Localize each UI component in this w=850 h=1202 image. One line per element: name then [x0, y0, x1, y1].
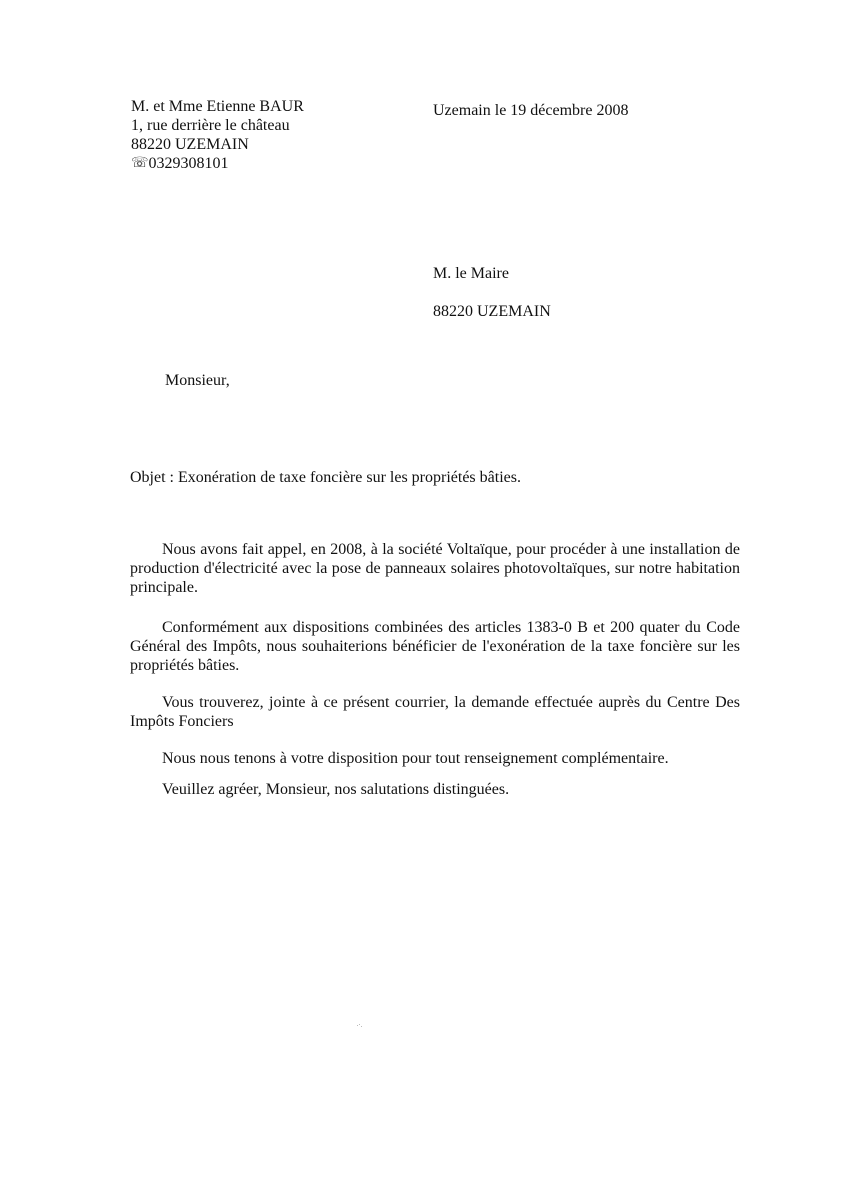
body-paragraph-4 — [130, 749, 740, 768]
sender-street: 1, rue derrière le château — [131, 117, 290, 134]
body-paragraph-1-text: Nous avons fait appel, en 2008, à la société Voltaïque, pour procéder à une installation de production d'électricité avec la pose de panneaux solaires photovoltaïques, sur notre habitation principale. — [130, 541, 740, 596]
sender-phone-line — [131, 154, 304, 173]
recipient-city: 88220 UZEMAIN — [433, 303, 551, 320]
sender-city: 88220 UZEMAIN — [131, 136, 249, 153]
sender-address — [131, 97, 304, 173]
salutation: Monsieur, — [165, 372, 230, 389]
closing-formula-text: Veuillez agréer, Monsieur, nos salutations distinguées. — [162, 781, 510, 798]
body-paragraph-1 — [130, 540, 740, 597]
recipient-name: M. le Maire — [433, 265, 509, 282]
sender-name: M. et Mme Etienne BAUR — [131, 98, 304, 115]
telephone-icon: ☏ — [131, 156, 149, 171]
body-paragraph-3-text: Vous trouverez, jointe à ce présent courrier, la demande effectuée auprès du Centre Des Impôts Fonciers — [130, 694, 740, 730]
body-paragraph-4-text: Nous nous tenons à votre disposition pour tout renseignement complémentaire. — [162, 750, 669, 767]
body-paragraph-2 — [130, 618, 740, 675]
body-paragraph-2-text: Conformément aux dispositions combinées des articles 1383-0 B et 200 quater du Code Général des Impôts, nous souhaiterions bénéficier de l'exonération de la taxe foncière sur les propriétés bâties. — [130, 619, 740, 674]
sender-phone: 0329308101 — [148, 155, 229, 172]
body-paragraph-3 — [130, 693, 740, 731]
closing-formula — [130, 780, 740, 799]
letter-date: Uzemain le 19 décembre 2008 — [433, 102, 629, 119]
subject-line: Objet : Exonération de taxe foncière sur les propriétés bâties. — [130, 469, 521, 486]
scan-speck — [357, 1024, 363, 1027]
